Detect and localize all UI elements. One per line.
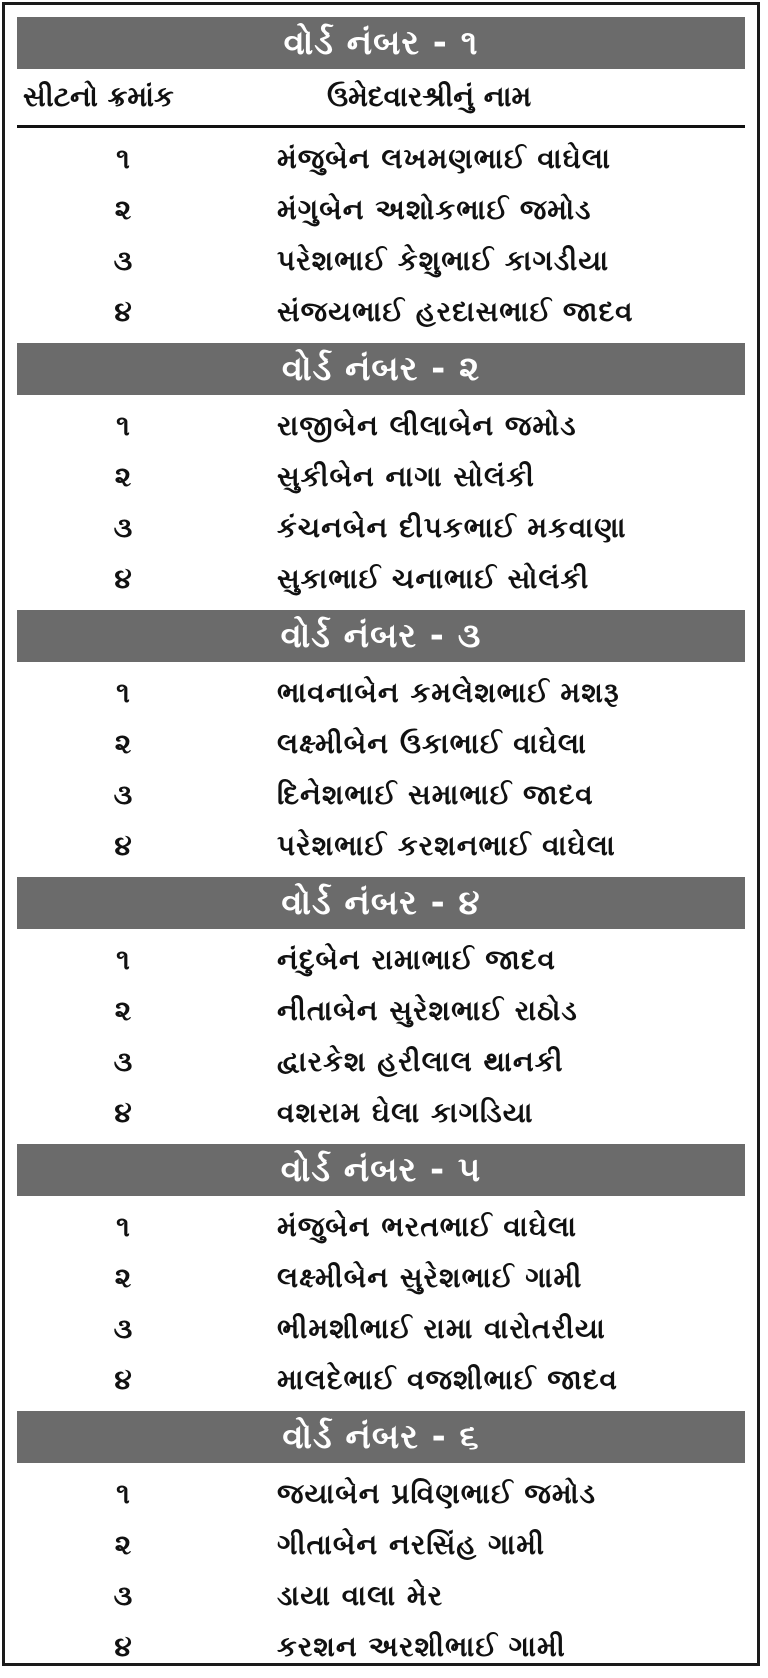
- seat-number: ૪: [114, 1629, 132, 1663]
- seat-number: ૧: [116, 1209, 130, 1243]
- ward-title: વોર્ડ નંબર - ૫: [17, 1144, 745, 1196]
- seat-number: ૧: [116, 942, 130, 976]
- seat-number: ૨: [114, 1527, 132, 1561]
- seat-number: ૨: [114, 726, 132, 760]
- ward-title: વોર્ડ નંબર - ૪: [17, 877, 745, 929]
- candidate-name: લક્ષ્મીબેન સુરેશભાઈ ગામી: [277, 1260, 583, 1294]
- candidate-name: જયાબેન પ્રવિણભાઈ જમોડ: [277, 1476, 596, 1510]
- candidate-row: [17, 718, 745, 769]
- candidate-row: [17, 934, 745, 985]
- candidate-name: દિનેશભાઈ સમાભાઈ જાદવ: [277, 777, 594, 811]
- candidate-row: [17, 184, 745, 235]
- seat-number: ૨: [114, 993, 132, 1027]
- candidate-name: વશરામ ઘેલા કાગડિયા: [277, 1095, 534, 1129]
- candidate-name: લક્ષ્મીબેન ઉકાભાઈ વાઘેલા: [277, 726, 587, 760]
- candidate-name: રાજીબેન લીલાબેન જમોડ: [277, 408, 577, 442]
- seat-number: ૪: [114, 561, 132, 595]
- seat-number: ૨: [114, 1260, 132, 1294]
- candidate-row: [17, 1468, 745, 1519]
- candidate-row: [17, 133, 745, 184]
- candidate-name: માલદેભાઈ વજશીભાઈ જાદવ: [277, 1362, 618, 1396]
- candidate-row: [17, 1354, 745, 1405]
- seat-number: ૪: [114, 1362, 132, 1396]
- seat-number: ૩: [113, 1311, 133, 1345]
- seat-number: ૧: [116, 408, 130, 442]
- candidate-row: [17, 1621, 745, 1672]
- seat-number: ૧: [116, 675, 130, 709]
- candidate-row: [17, 451, 745, 502]
- ward-title: વોર્ડ નંબર - ૨: [17, 343, 745, 395]
- column-header-row: [17, 69, 745, 128]
- candidate-name: ભાવનાબેન કમલેશભાઈ મશરૂ: [277, 675, 620, 709]
- seat-number-header: સીટનો ક્રમાંક: [23, 80, 174, 113]
- seat-number: ૪: [114, 294, 132, 328]
- candidate-name: નંદુબેન રામાભાઈ જાદવ: [277, 942, 556, 976]
- candidate-row: [17, 502, 745, 553]
- candidate-name: સુકીબેન નાગા સોલંકી: [277, 459, 535, 493]
- candidate-row: [17, 985, 745, 1036]
- candidate-row: [17, 820, 745, 871]
- seat-number: ૨: [114, 459, 132, 493]
- candidate-list-frame: [2, 2, 760, 1666]
- ward-section-1: [17, 17, 745, 343]
- candidate-name-header: ઉમેદવારશ્રીનું નામ: [327, 80, 532, 113]
- candidate-name: સંજયભાઈ હરદાસભાઈ જાદવ: [277, 294, 634, 328]
- ward-section-3: [17, 610, 745, 877]
- seat-number: ૪: [114, 1095, 132, 1129]
- candidate-name: પરેશભાઈ કરશનભાઈ વાઘેલા: [277, 828, 616, 862]
- seat-number: ૨: [114, 192, 132, 226]
- candidate-row: [17, 1570, 745, 1621]
- ward-section-5: [17, 1144, 745, 1411]
- seat-number: ૩: [113, 510, 133, 544]
- seat-number: ૩: [113, 777, 133, 811]
- candidate-name: કરશન અરશીભાઈ ગામી: [277, 1629, 566, 1663]
- candidate-row: [17, 235, 745, 286]
- candidate-row: [17, 667, 745, 718]
- candidate-name: દ્વારકેશ હરીલાલ થાનકી: [277, 1044, 564, 1078]
- candidate-name: ભીમશીભાઈ રામા વારોતરીયા: [277, 1311, 606, 1345]
- seat-number: ૧: [116, 1476, 130, 1510]
- seat-number: ૪: [114, 828, 132, 862]
- ward-title: વોર્ડ નંબર - ૧: [17, 17, 745, 69]
- ward-section-4: [17, 877, 745, 1144]
- seat-number: ૩: [113, 243, 133, 277]
- seat-number: ૧: [116, 141, 130, 175]
- candidate-row: [17, 553, 745, 604]
- candidate-name: નીતાબેન સુરેશભાઈ રાઠોડ: [277, 993, 578, 1027]
- candidate-row: [17, 1036, 745, 1087]
- seat-number: ૩: [113, 1578, 133, 1612]
- candidate-name: મંજુબેન ભરતભાઈ વાઘેલા: [277, 1209, 578, 1243]
- candidate-row: [17, 1519, 745, 1570]
- seat-number: ૩: [113, 1044, 133, 1078]
- ward-title: વોર્ડ નંબર - ૩: [17, 610, 745, 662]
- ward-section-6: [17, 1411, 745, 1678]
- candidate-row: [17, 1087, 745, 1138]
- candidate-row: [17, 1252, 745, 1303]
- candidate-name: કંચનબેન દીપકભાઈ મકવાણા: [277, 510, 627, 544]
- candidate-name: સુકાભાઈ ચનાભાઈ સોલંકી: [277, 561, 590, 595]
- candidate-row: [17, 1303, 745, 1354]
- candidate-name: મંજુબેન લખમણભાઈ વાઘેલા: [277, 141, 611, 175]
- candidate-name: મંગુબેન અશોકભાઈ જમોડ: [277, 192, 592, 226]
- candidate-row: [17, 286, 745, 337]
- candidate-row: [17, 1201, 745, 1252]
- candidate-name: પરેશભાઈ કેશુભાઈ કાગડીયા: [277, 243, 610, 277]
- candidate-row: [17, 400, 745, 451]
- ward-title: વોર્ડ નંબર - ૬: [17, 1411, 745, 1463]
- candidate-list: [17, 17, 745, 1678]
- ward-section-2: [17, 343, 745, 610]
- candidate-name: ગીતાબેન નરસિંહ ગામી: [277, 1527, 546, 1561]
- candidate-name: ડાયા વાલા મેર: [277, 1578, 444, 1612]
- candidate-row: [17, 769, 745, 820]
